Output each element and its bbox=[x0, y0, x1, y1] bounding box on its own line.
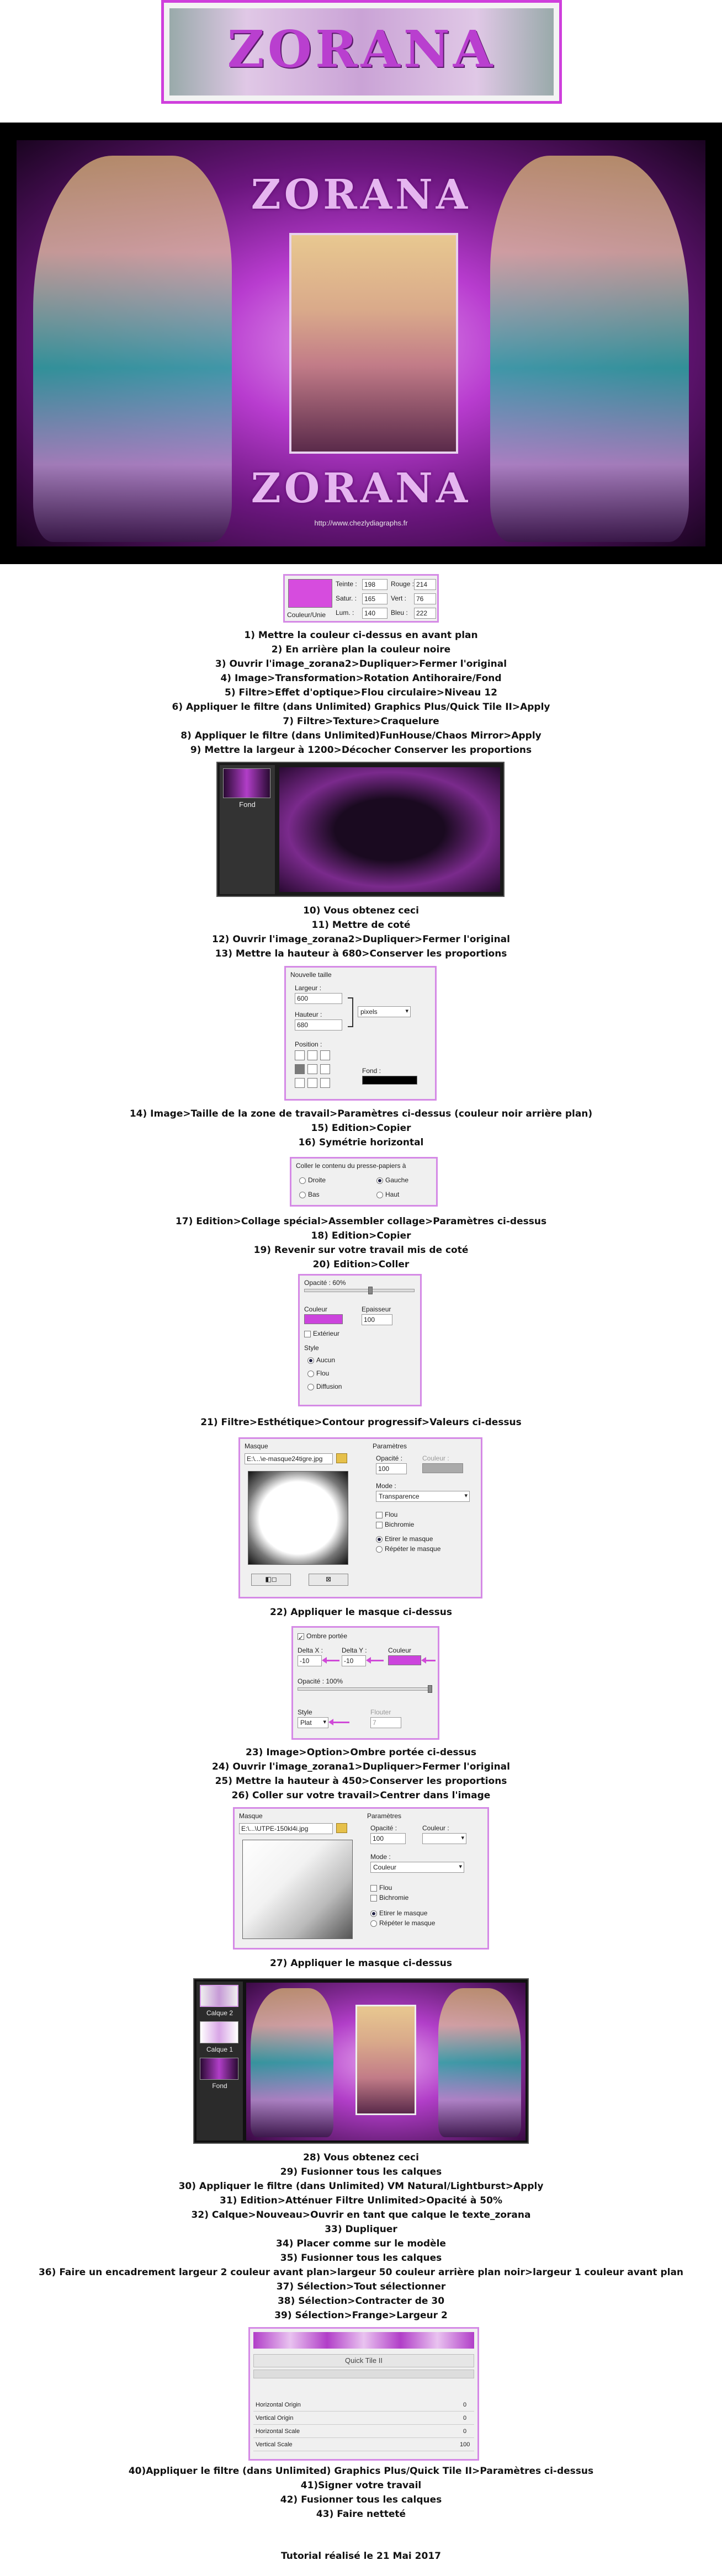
step-10: 10) Vous obtenez ceci bbox=[303, 905, 419, 916]
preview-center-portrait bbox=[355, 2005, 416, 2115]
paste-option-right[interactable] bbox=[299, 1176, 326, 1184]
unit-select[interactable]: pixels ▾ bbox=[358, 1006, 411, 1017]
step-39: 39) Sélection>Frange>Largeur 2 bbox=[274, 2310, 448, 2321]
shadow-style-select[interactable]: Plat ▾ bbox=[298, 1717, 328, 1728]
quicktile-row-2-value: 0 bbox=[463, 2415, 467, 2421]
layer-label-calque2: Calque 2 bbox=[206, 2009, 233, 2017]
radio-left[interactable] bbox=[376, 1177, 383, 1184]
arrow-dy-icon bbox=[370, 1660, 384, 1661]
width-label: Largeur : bbox=[295, 984, 322, 992]
step-1: 1) Mettre la couleur ci-dessus en avant plan bbox=[244, 630, 478, 641]
mask1-bichromy-label: Bichromie bbox=[385, 1521, 415, 1528]
step-32: 32) Calque>Nouveau>Ouvrir en tant que calque le texte_zorana bbox=[191, 2209, 531, 2221]
mask2-title: Masque bbox=[239, 1812, 263, 1820]
step-37: 37) Sélection>Tout sélectionner bbox=[276, 2281, 446, 2292]
contour-style-blur[interactable] bbox=[307, 1369, 329, 1377]
green-label: Vert : bbox=[391, 594, 407, 602]
anchor-bl[interactable] bbox=[295, 1078, 305, 1088]
result-image-b bbox=[193, 1978, 529, 2144]
mask2-opacity-label: Opacité : bbox=[370, 1824, 397, 1832]
anchor-mr[interactable] bbox=[320, 1064, 330, 1074]
contour-thickness-field[interactable]: 100 bbox=[362, 1314, 392, 1325]
hue-field[interactable]: 198 bbox=[362, 579, 387, 590]
arrow-style-icon bbox=[333, 1722, 349, 1723]
mask1-stretch[interactable] bbox=[376, 1535, 433, 1543]
style-none-label: Aucun bbox=[316, 1356, 336, 1364]
preview-woman-left bbox=[251, 1988, 333, 2137]
step-33: 33) Dupliquer bbox=[325, 2224, 397, 2235]
paste-panel bbox=[290, 1157, 438, 1207]
color-panel bbox=[283, 574, 439, 623]
quicktile-row-4-label: Vertical Scale bbox=[256, 2441, 293, 2448]
mask2-bichromy-checkbox[interactable] bbox=[370, 1895, 377, 1902]
step-2: 2) En arrière plan la couleur noire bbox=[271, 644, 451, 655]
step-36: 36) Faire un encadrement largeur 2 couleur avant plan>largeur 50 couleur arrière plan noir>largeur 1 couleur avant plan bbox=[38, 2267, 684, 2278]
shadow-style-label: Style bbox=[298, 1708, 312, 1716]
step-30: 30) Appliquer le filtre (dans Unlimited) VM Natural/Lightburst>Apply bbox=[178, 2181, 544, 2192]
contour-color-label: Couleur bbox=[304, 1305, 328, 1313]
shadow-color-swatch[interactable] bbox=[388, 1655, 421, 1665]
step-8: 8) Appliquer le filtre (dans Unlimited)FunHouse/Chaos Mirror>Apply bbox=[180, 730, 542, 741]
green-field[interactable]: 76 bbox=[414, 593, 436, 604]
mask-panel-1 bbox=[238, 1437, 482, 1598]
mask1-bichromy-checkbox[interactable] bbox=[376, 1522, 383, 1528]
mask2-file[interactable]: E:\...\UTPE-150kl4i.jpg bbox=[239, 1823, 333, 1834]
quicktile-row-4-value: 100 bbox=[460, 2441, 470, 2448]
contour-opacity-label: Opacité : 60% bbox=[304, 1279, 346, 1287]
red-label: Rouge : bbox=[391, 580, 415, 588]
mask2-preview bbox=[242, 1840, 353, 1939]
quicktile-preview bbox=[253, 2332, 474, 2349]
layer-thumb-calque2[interactable] bbox=[200, 1985, 238, 2007]
mask2-repeat-radio[interactable] bbox=[370, 1920, 377, 1927]
shadow-opacity-label: Opacité : 100% bbox=[298, 1677, 343, 1685]
contour-thickness-label: Epaisseur bbox=[362, 1305, 391, 1313]
mask2-blur-label: Flou bbox=[379, 1884, 392, 1892]
step-29: 29) Fusionner tous les calques bbox=[280, 2166, 442, 2177]
step-34: 34) Placer comme sur le modèle bbox=[276, 2238, 446, 2249]
mask2-bichromy-label: Bichromie bbox=[379, 1894, 409, 1902]
step-16: 16) Symétrie horizontal bbox=[298, 1137, 424, 1148]
step-40: 40)Appliquer le filtre (dans Unlimited) Graphics Plus/Quick Tile II>Paramètres ci-dessus bbox=[128, 2466, 594, 2477]
layer-label-calque1: Calque 1 bbox=[206, 2046, 233, 2053]
radio-style-blur[interactable] bbox=[307, 1371, 314, 1377]
radio-top[interactable] bbox=[376, 1192, 383, 1198]
mask2-stretch-radio[interactable] bbox=[370, 1910, 377, 1917]
step-38: 38) Sélection>Contracter de 30 bbox=[277, 2296, 445, 2307]
step-3: 3) Ouvrir l'image_zorana2>Dupliquer>Fermer l'original bbox=[215, 658, 507, 670]
steps-group-d bbox=[0, 1214, 722, 1272]
mask1-repeat-label: Répéter le masque bbox=[385, 1545, 441, 1553]
paste-option-top-label: Haut bbox=[385, 1191, 400, 1198]
color-swatch bbox=[288, 579, 332, 608]
mask1-blur[interactable] bbox=[376, 1511, 397, 1518]
contour-exterior[interactable] bbox=[304, 1330, 339, 1337]
paste-option-top[interactable] bbox=[376, 1191, 399, 1198]
quicktile-row-3[interactable] bbox=[253, 2426, 474, 2438]
shadow-dx-field[interactable]: -10 bbox=[298, 1655, 322, 1666]
layer-thumb-fond-b[interactable] bbox=[200, 2058, 238, 2080]
mask2-params-title: Paramètres bbox=[367, 1812, 402, 1820]
mask1-blur-label: Flou bbox=[385, 1511, 398, 1518]
mask2-bichromy[interactable] bbox=[370, 1894, 408, 1902]
sat-label: Satur. : bbox=[336, 594, 357, 602]
step-19: 19) Revenir sur votre travail mis de coté bbox=[253, 1245, 469, 1256]
quicktile-panel bbox=[248, 2327, 479, 2461]
exterior-label: Extérieur bbox=[313, 1330, 340, 1337]
fill-label: Fond : bbox=[362, 1067, 381, 1075]
contour-opacity-thumb[interactable] bbox=[368, 1287, 373, 1294]
step-43: 43) Faire netteté bbox=[316, 2509, 406, 2520]
mask1-stretch-label: Etirer le masque bbox=[385, 1535, 433, 1543]
shadow-dx-label: Delta X : bbox=[298, 1646, 323, 1654]
mask1-stretch-radio[interactable] bbox=[376, 1536, 383, 1543]
step-31: 31) Edition>Atténuer Filtre Unlimited>Opacité à 50% bbox=[220, 2195, 502, 2206]
style-blur-label: Flou bbox=[316, 1369, 330, 1377]
hero-title-top: ZORANA bbox=[251, 171, 471, 219]
layer-thumb-fond[interactable] bbox=[223, 768, 270, 798]
quicktile-row-1-label: Horizontal Origin bbox=[256, 2402, 301, 2408]
sat-field[interactable]: 165 bbox=[362, 593, 387, 604]
height-label: Hauteur : bbox=[295, 1011, 322, 1018]
hero-image bbox=[0, 123, 722, 564]
shadow-blur-field[interactable]: 7 bbox=[370, 1717, 401, 1728]
mask1-mode-label: Mode : bbox=[376, 1482, 396, 1490]
paste-option-left-label: Gauche bbox=[385, 1176, 409, 1184]
result-image-b-preview bbox=[246, 1983, 525, 2141]
mask2-mode-label: Mode : bbox=[370, 1853, 391, 1861]
contour-opacity-slider[interactable] bbox=[304, 1289, 415, 1292]
title-banner bbox=[161, 0, 562, 104]
preview-woman-right bbox=[438, 1988, 521, 2137]
quicktile-row-3-value: 0 bbox=[463, 2428, 467, 2435]
mask1-mode-select[interactable]: Transparence ▾ bbox=[376, 1491, 470, 1502]
mask1-button-right[interactable]: ⊠ bbox=[309, 1574, 348, 1586]
hero-center-portrait bbox=[289, 233, 458, 454]
mask1-blur-checkbox[interactable] bbox=[376, 1512, 383, 1518]
step-25: 25) Mettre la hauteur à 450>Conserver les proportions bbox=[215, 1776, 507, 1787]
contour-style-none[interactable] bbox=[307, 1356, 335, 1364]
anchor-tc[interactable] bbox=[307, 1050, 317, 1060]
contour-color-swatch[interactable] bbox=[304, 1314, 343, 1324]
mask2-opacity-field[interactable]: 100 bbox=[370, 1833, 406, 1844]
steps-group-c bbox=[0, 1107, 722, 1150]
blue-label: Bleu : bbox=[391, 609, 408, 617]
contour-style-diffusion[interactable] bbox=[307, 1383, 342, 1390]
layer-palette-b bbox=[197, 1982, 243, 2141]
step-12: 12) Ouvrir l'image_zorana2>Dupliquer>Fermer l'original bbox=[212, 934, 510, 945]
shadow-dy-label: Delta Y : bbox=[342, 1646, 367, 1654]
result-image-a-preview bbox=[279, 767, 500, 892]
step-22: 22) Appliquer le masque ci-dessus bbox=[269, 1607, 452, 1618]
step-11: 11) Mettre de coté bbox=[311, 920, 411, 931]
mask1-color-swatch[interactable] bbox=[422, 1463, 463, 1473]
steps-group-b bbox=[0, 904, 722, 961]
step-17: 17) Edition>Collage spécial>Assembler collage>Paramètres ci-dessus bbox=[175, 1216, 547, 1227]
mask2-repeat[interactable] bbox=[370, 1919, 435, 1927]
result-image-a bbox=[216, 762, 505, 897]
step-42: 42) Fusionner tous les calques bbox=[280, 2494, 442, 2505]
step-35: 35) Fusionner tous les calques bbox=[280, 2253, 442, 2264]
hue-label: Teinte : bbox=[336, 580, 357, 588]
mask2-repeat-label: Répéter le masque bbox=[379, 1919, 436, 1927]
quicktile-row-2-label: Vertical Origin bbox=[256, 2415, 294, 2421]
step-7: 7) Filtre>Texture>Craquelure bbox=[283, 716, 439, 727]
contour-panel bbox=[298, 1274, 422, 1406]
steps-group-i bbox=[0, 2150, 722, 2323]
step-15: 15) Edition>Copier bbox=[311, 1123, 411, 1134]
mask1-button-left[interactable]: ◧◻ bbox=[251, 1574, 291, 1586]
step-20: 20) Edition>Coller bbox=[312, 1259, 410, 1270]
step-24: 24) Ouvrir l'image_zorana1>Dupliquer>Fermer l'original bbox=[212, 1761, 510, 1772]
step-5: 5) Filtre>Effet d'optique>Flou circulaire>Niveau 12 bbox=[225, 687, 497, 698]
paste-option-left[interactable] bbox=[376, 1176, 408, 1184]
anchor-br[interactable] bbox=[320, 1078, 330, 1088]
step-9: 9) Mettre la largeur à 1200>Décocher Conserver les proportions bbox=[190, 745, 532, 756]
step-27: 27) Appliquer le masque ci-dessus bbox=[269, 1958, 452, 1969]
mask1-repeat-radio[interactable] bbox=[376, 1546, 383, 1553]
anchor-mc[interactable] bbox=[307, 1064, 317, 1074]
anchor-ml[interactable] bbox=[295, 1064, 305, 1074]
anchor-tr[interactable] bbox=[320, 1050, 330, 1060]
step-13: 13) Mettre la hauteur à 680>Conserver les proportions bbox=[215, 948, 507, 959]
mask2-blur[interactable] bbox=[370, 1884, 392, 1892]
steps-group-g bbox=[0, 1745, 722, 1803]
mask2-color-select[interactable] bbox=[422, 1833, 466, 1844]
step-26: 26) Coller sur votre travail>Centrer dans l'image bbox=[231, 1790, 491, 1801]
mask2-stretch[interactable] bbox=[370, 1909, 427, 1917]
mask1-opacity-field[interactable]: 100 bbox=[376, 1463, 407, 1474]
radio-style-none[interactable] bbox=[307, 1357, 314, 1364]
anchor-grid[interactable] bbox=[295, 1050, 333, 1089]
quicktile-row-1-value: 0 bbox=[463, 2402, 467, 2408]
exterior-checkbox[interactable] bbox=[304, 1331, 311, 1337]
paste-option-bottom[interactable] bbox=[299, 1191, 320, 1198]
steps-group-e bbox=[0, 1415, 722, 1430]
shadow-blur-label: Flouter bbox=[370, 1708, 391, 1716]
link-bracket bbox=[348, 997, 353, 1027]
mask2-blur-checkbox[interactable] bbox=[370, 1885, 377, 1892]
quicktile-row-2[interactable] bbox=[253, 2413, 474, 2425]
shadow-dy-field[interactable]: -10 bbox=[342, 1655, 366, 1666]
red-field[interactable]: 214 bbox=[414, 579, 436, 590]
mask1-preview bbox=[248, 1471, 348, 1565]
paste-option-bottom-label: Bas bbox=[308, 1191, 320, 1198]
layer-palette-a bbox=[220, 765, 275, 894]
steps-group-j bbox=[0, 2464, 722, 2521]
paste-title: Coller le contenu du presse-papiers à bbox=[296, 1162, 406, 1170]
quicktile-title: Quick Tile II bbox=[253, 2354, 474, 2367]
position-label: Position : bbox=[295, 1040, 322, 1048]
banner-title: ZORANA bbox=[227, 19, 496, 79]
folder-icon-2[interactable] bbox=[336, 1823, 347, 1833]
layer-label-fond: Fond bbox=[239, 800, 256, 809]
shadow-opacity-thumb[interactable] bbox=[428, 1685, 432, 1693]
arrow-dx-icon bbox=[326, 1660, 339, 1661]
quicktile-bar-1 bbox=[253, 2370, 474, 2378]
blue-field[interactable]: 222 bbox=[414, 608, 436, 619]
step-23: 23) Image>Option>Ombre portée ci-dessus bbox=[245, 1747, 477, 1758]
mask2-color-label: Couleur : bbox=[422, 1824, 449, 1832]
height-field[interactable]: 680 bbox=[295, 1019, 342, 1031]
arrow-color-icon bbox=[426, 1660, 436, 1661]
mask1-color-label: Couleur : bbox=[422, 1454, 449, 1462]
steps-group-f bbox=[0, 1605, 722, 1619]
mask2-mode-select[interactable]: Couleur ▾ bbox=[370, 1862, 464, 1873]
mask1-opacity-label: Opacité : bbox=[376, 1454, 403, 1462]
footer-text: Tutorial réalisé le 21 Mai 2017 bbox=[281, 2551, 441, 2562]
radio-style-diffusion[interactable] bbox=[307, 1384, 314, 1390]
shadow-opacity-slider[interactable] bbox=[298, 1687, 432, 1691]
step-4: 4) Image>Transformation>Rotation Antihoraire/Fond bbox=[220, 673, 502, 684]
shadow-outer[interactable] bbox=[298, 1632, 347, 1640]
step-21: 21) Filtre>Esthétique>Contour progressif>Valeurs ci-dessus bbox=[200, 1417, 522, 1428]
step-6: 6) Appliquer le filtre (dans Unlimited) Graphics Plus/Quick Tile II>Apply bbox=[172, 702, 550, 713]
quicktile-row-3-label: Horizontal Scale bbox=[256, 2428, 300, 2435]
color-caption: Couleur/Unie bbox=[287, 611, 326, 619]
quicktile-row-1[interactable] bbox=[253, 2399, 474, 2412]
paste-option-right-label: Droite bbox=[308, 1176, 326, 1184]
fill-color-swatch[interactable] bbox=[362, 1076, 417, 1085]
shadow-panel bbox=[291, 1626, 439, 1740]
shadow-color-label: Couleur bbox=[388, 1646, 412, 1654]
hero-title-bottom: ZORANA bbox=[251, 465, 471, 512]
contour-style-label: Style bbox=[304, 1344, 319, 1352]
mask2-stretch-label: Etirer le masque bbox=[379, 1909, 428, 1917]
lum-label: Lum. : bbox=[336, 609, 354, 617]
step-41: 41)Signer votre travail bbox=[300, 2480, 422, 2491]
width-field[interactable]: 600 bbox=[295, 993, 342, 1004]
mask1-params-title: Paramètres bbox=[373, 1442, 407, 1450]
lum-field[interactable]: 140 bbox=[362, 608, 387, 619]
style-diffusion-label: Diffusion bbox=[316, 1383, 342, 1390]
shadow-outer-checkbox[interactable]: ✓ bbox=[298, 1633, 304, 1642]
mask1-title: Masque bbox=[245, 1442, 268, 1450]
shadow-outer-label: Ombre portée bbox=[306, 1632, 348, 1640]
quicktile-row-4[interactable] bbox=[253, 2439, 474, 2451]
mask1-file[interactable]: E:\...\e-masque24tigre.jpg bbox=[245, 1453, 333, 1464]
canvas-panel-title: Nouvelle taille bbox=[290, 971, 332, 979]
canvas-size-panel bbox=[284, 966, 437, 1101]
anchor-tl[interactable] bbox=[295, 1050, 305, 1060]
hero-url: http://www.chezlydiagraphs.fr bbox=[314, 519, 408, 527]
layer-thumb-calque1[interactable] bbox=[200, 2021, 238, 2043]
folder-icon[interactable] bbox=[336, 1453, 347, 1463]
radio-bottom[interactable] bbox=[299, 1192, 306, 1198]
steps-group-a bbox=[0, 628, 722, 757]
layer-label-fond-b: Fond bbox=[212, 2082, 227, 2090]
mask1-bichromy[interactable] bbox=[376, 1521, 414, 1528]
anchor-bc[interactable] bbox=[307, 1078, 317, 1088]
steps-group-h bbox=[0, 1956, 722, 1970]
step-14: 14) Image>Taille de la zone de travail>Paramètres ci-dessus (couleur noir arrière plan) bbox=[129, 1108, 593, 1119]
radio-right[interactable] bbox=[299, 1177, 306, 1184]
step-18: 18) Edition>Copier bbox=[311, 1230, 411, 1241]
mask1-repeat[interactable] bbox=[376, 1545, 440, 1553]
step-28: 28) Vous obtenez ceci bbox=[303, 2152, 419, 2163]
mask-panel-2 bbox=[233, 1807, 489, 1950]
